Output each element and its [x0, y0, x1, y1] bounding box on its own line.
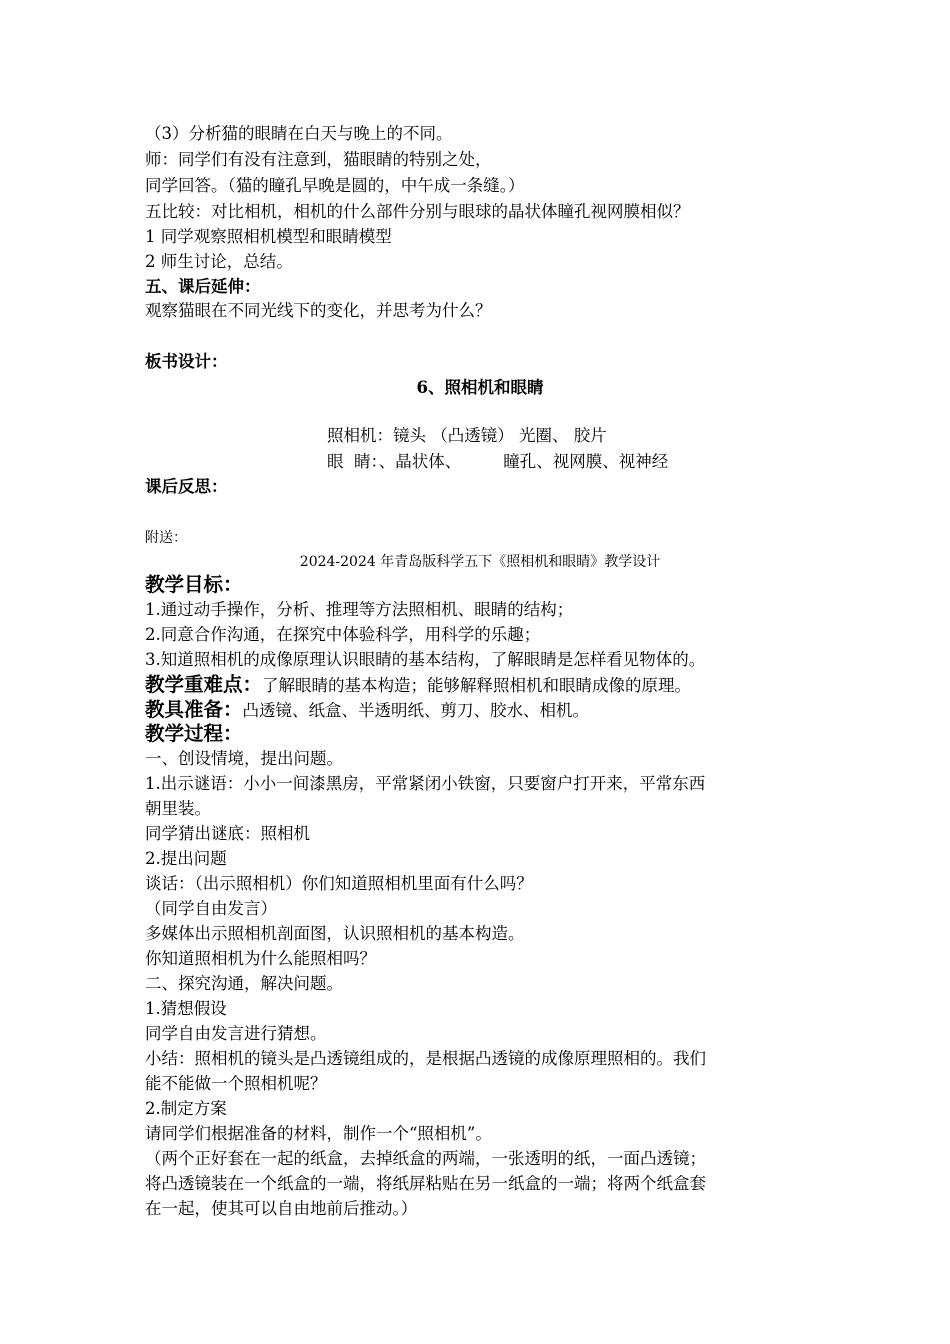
- process-line: （同学自由发言）: [145, 899, 277, 918]
- text-line: 观察猫眼在不同光线下的变化，并思考为什么？: [145, 301, 492, 320]
- text-line: 2 师生讨论，总结。: [145, 252, 293, 271]
- tools-text: 凸透镜、纸盒、半透明纸、剪刀、胶水、相机。: [242, 701, 590, 720]
- reflection-label: 课后反思：: [145, 477, 228, 496]
- process-line: 2.提出问题: [145, 849, 227, 868]
- process-line: 将凸透镜装在一个纸盒的一端，将纸屏粘贴在另一纸盒的一端；将两个纸盒套: [145, 1174, 706, 1193]
- process-line: 1.出示谜语：小小一间漆黑房，平常紧闭小铁窗，只要窗户打开来，平常东西: [145, 774, 706, 793]
- goals-heading: 教学目标：: [145, 573, 243, 596]
- board-row-camera: 照相机：镜头 （凸透镜） 光圈、 胶片: [327, 426, 607, 445]
- process-line: 多媒体出示照相机剖面图，认识照相机的基本构造。: [145, 924, 525, 943]
- text-line: 1 同学观察照相机模型和眼睛模型: [145, 227, 392, 246]
- appendix-label: 附送：: [145, 530, 187, 546]
- goal-item: 2.同意合作沟通，在探究中体验科学，用科学的乐趣；: [145, 625, 541, 644]
- process-line: 能不能做一个照相机呢？: [145, 1074, 327, 1093]
- process-line: 2.制定方案: [145, 1099, 227, 1118]
- process-line: 你知道照相机为什么能照相吗？: [145, 949, 376, 968]
- goal-item: 3.知道照相机的成像原理认识眼睛的基本结构，了解眼睛是怎样看见物体的。: [145, 650, 706, 669]
- goal-item: 1.通过动手操作，分析、推理等方法照相机、眼睛的结构；: [145, 600, 574, 619]
- process-line: 朝里装。: [145, 799, 211, 818]
- tools-line: [145, 698, 815, 723]
- process-line: 小结：照相机的镜头是凸透镜组成的，是根据凸透镜的成像原理照相的。我们: [145, 1049, 706, 1068]
- board-title: 6、照相机和眼睛: [416, 378, 544, 397]
- keypoints-line: [145, 673, 815, 698]
- board-label: 板书设计：: [145, 352, 228, 371]
- text-line: 同学回答。（猫的瞳孔早晚是圆的，中午成一条缝。）: [145, 176, 525, 195]
- process-line: 在一起，使其可以自由地前后推动。）: [145, 1199, 418, 1218]
- board-row-eye: 眼 睛：、晶状体、 瞳孔、视网膜、视神经: [327, 452, 669, 471]
- section-heading: 五、课后延伸：: [145, 277, 261, 296]
- process-heading: 教学过程：: [145, 722, 243, 745]
- process-line: 二、探究沟通，解决问题。: [145, 974, 343, 993]
- keypoints-label: 教学重难点：: [145, 673, 263, 696]
- process-line: 谈话：（出示照相机）你们知道照相机里面有什么吗？: [145, 874, 533, 893]
- process-line: 一、创设情境，提出问题。: [145, 749, 343, 768]
- text-line: （3）分析猫的眼睛在白天与晚上的不同。: [145, 124, 453, 143]
- process-line: 1.猜想假设: [145, 999, 227, 1018]
- process-line: 请同学们根据准备的材料，制作一个“照相机”。: [145, 1124, 492, 1143]
- text-line: 五比较：对比相机，相机的什么部件分别与眼球的晶状体瞳孔视网膜相似？: [145, 202, 690, 221]
- process-line: （两个正好套在一起的纸盒，去掉纸盒的两端，一张透明的纸，一面凸透镜；: [145, 1149, 706, 1168]
- appendix-title: 2024-2024 年青岛版科学五下《照相机和眼睛》教学设计: [299, 554, 661, 570]
- keypoints-text: 了解眼睛的基本构造；能够解释照相机和眼睛成像的原理。: [262, 676, 692, 695]
- tools-label: 教具准备：: [145, 698, 243, 721]
- text-line: 师：同学们有没有注意到，猫眼睛的特别之处，: [145, 150, 492, 169]
- process-line: 同学自由发言进行猜想。: [145, 1024, 327, 1043]
- process-line: 同学猜出谜底：照相机: [145, 824, 310, 843]
